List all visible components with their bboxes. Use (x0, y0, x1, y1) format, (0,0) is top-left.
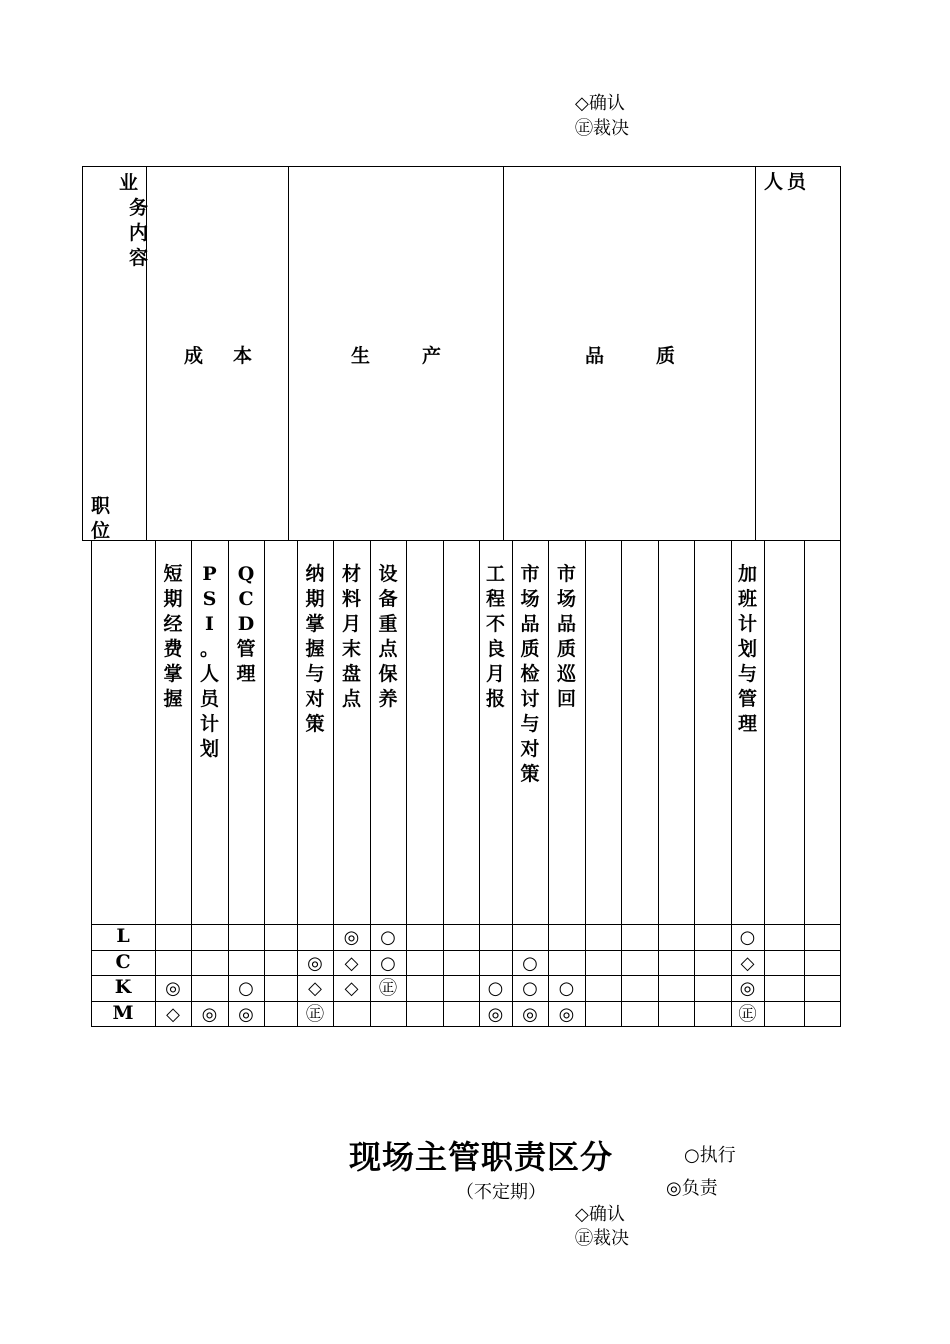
seal-symbol: ㊣ (575, 118, 593, 139)
circle-symbol: ○ (684, 1145, 700, 1166)
duty-mark: ◎ (307, 953, 323, 974)
category-production: 生 产 (351, 345, 441, 367)
duty-mark: ○ (487, 978, 504, 999)
column-header: 纳 期 掌 握 与 对 策 (305, 563, 325, 735)
column-header: 设 备 重 点 保 养 (378, 563, 398, 710)
duty-mark: ○ (522, 978, 538, 999)
legend-label: 裁决 (593, 118, 629, 139)
column-header: 工 程 不 良 月 报 (485, 563, 505, 710)
duty-mark: ◎ (165, 978, 181, 999)
duty-mark: ◇ (344, 953, 359, 974)
duty-mark: ◎ (522, 1004, 538, 1025)
column-header: P S I 。 人 员 计 划 (199, 563, 219, 760)
category-quality: 品 质 (585, 345, 675, 367)
corner-top-char-3: 内 (129, 222, 149, 244)
duty-mark: ○ (380, 953, 396, 974)
duty-mark: ○ (522, 953, 538, 974)
corner-bottom-char-2: 位 (91, 520, 111, 542)
duty-mark: ◇ (740, 953, 755, 974)
footer-legend-execute (684, 1144, 736, 1168)
column-header: 市 场 品 质 巡 回 (556, 563, 576, 710)
footer-legend-responsible (666, 1177, 718, 1201)
page-subtitle: （不定期） (456, 1182, 546, 1203)
column-header: 市 场 品 质 检 讨 与 对 策 (520, 563, 540, 785)
legend-label: 裁决 (593, 1228, 629, 1249)
legend-label: 确认 (588, 93, 625, 114)
duty-mark: ◇ (344, 978, 359, 999)
column-header: 短 期 经 费 掌 握 (163, 563, 183, 710)
column-header: Q C D 管 理 (236, 563, 256, 685)
duty-mark: ◎ (487, 1004, 504, 1025)
corner-top-char-2: 务 (129, 197, 149, 219)
duty-mark: ○ (380, 927, 396, 948)
category-cost: 成 本 (184, 345, 252, 367)
row-label: L (116, 925, 130, 947)
duty-mark: ◎ (201, 1004, 218, 1025)
duty-mark: ㊣ (379, 978, 397, 999)
duty-mark: ◎ (739, 978, 756, 999)
duty-mark: ◇ (308, 978, 322, 999)
legend-label: 负责 (681, 1178, 718, 1199)
row-label: M (112, 1002, 134, 1024)
legend-label: 执行 (699, 1145, 736, 1166)
double-circle-symbol: ◎ (666, 1178, 682, 1199)
duty-mark: ◇ (166, 1004, 180, 1025)
corner-top-char-1: 业 (119, 172, 139, 194)
corner-top-char-4: 容 (129, 247, 149, 269)
corner-bottom-char-1: 职 (91, 495, 111, 517)
duty-mark: ㊣ (738, 1004, 757, 1025)
duty-mark: ◎ (558, 1004, 575, 1025)
diamond-symbol: ◇ (575, 93, 589, 114)
duty-mark: ○ (238, 978, 254, 999)
category-personnel: 人 员 (764, 171, 806, 193)
column-header: 加 班 计 划 与 管 理 (737, 563, 757, 735)
duty-mark: ◎ (238, 1004, 254, 1025)
footer-legend-confirm (575, 1203, 625, 1227)
duty-mark: ○ (739, 927, 756, 948)
duty-mark: ◎ (343, 927, 360, 948)
footer-legend-decide (575, 1227, 629, 1251)
column-header: 材 料 月 末 盘 点 (341, 563, 361, 710)
row-label: C (115, 951, 131, 973)
row-label: K (114, 976, 132, 998)
legend-label: 确认 (588, 1204, 625, 1225)
duty-mark: ㊣ (306, 1004, 324, 1025)
seal-symbol: ㊣ (575, 1228, 593, 1249)
duty-mark: ○ (558, 978, 575, 999)
diamond-symbol: ◇ (575, 1204, 589, 1225)
page-title: 现场主管职责区分 (349, 1138, 614, 1176)
